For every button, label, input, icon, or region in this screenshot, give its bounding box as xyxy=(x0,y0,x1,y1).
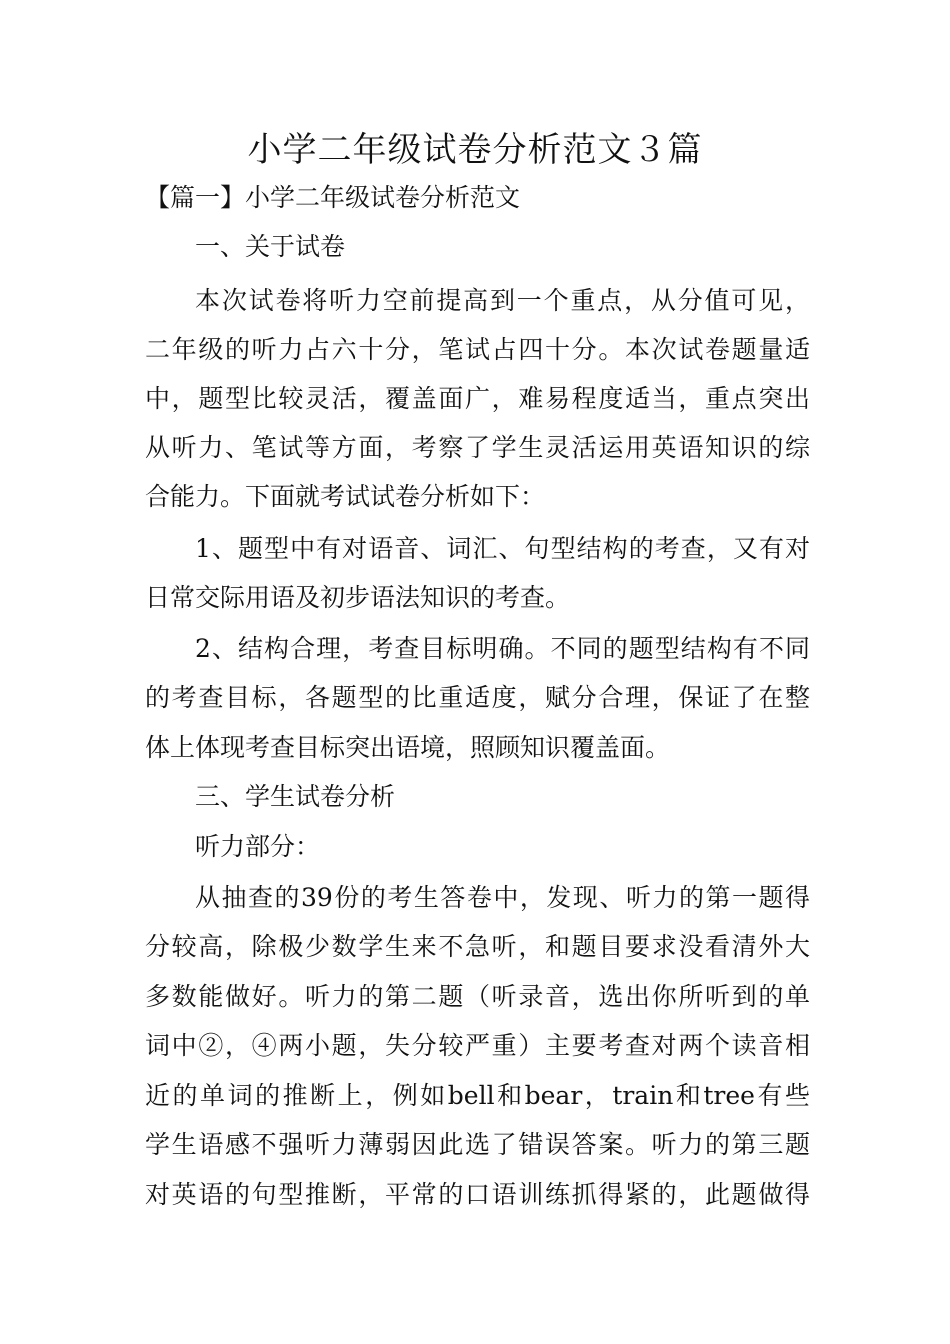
paragraph-line: 多数能做好。听力的第二题（听录音，选出你所听到的单 xyxy=(145,982,810,1011)
paragraph-line: 1、题型中有对语音、词汇、句型结构的考查，又有对 xyxy=(195,534,810,563)
paragraph-line: 对英语的句型推断，平常的口语训练抓得紧的，此题做得 xyxy=(145,1180,810,1209)
paragraph-line: 2、结构合理，考查目标明确。不同的题型结构有不同 xyxy=(195,634,810,663)
paragraph-line: 从抽查的39份的考生答卷中，发现、听力的第一题得 xyxy=(195,883,810,912)
paragraph-line: 本次试卷将听力空前提高到一个重点，从分值可见， xyxy=(195,286,810,315)
paragraph-line: 合能力。下面就考试试卷分析如下： xyxy=(145,482,546,511)
paragraph-line: 分较高，除极少数学生来不急听，和题目要求没看清外大 xyxy=(145,932,810,961)
subsection-heading: 三、学生试卷分析 xyxy=(195,782,396,811)
paragraph-line: 学生语感不强听力薄弱因此选了错误答案。听力的第三题 xyxy=(145,1130,810,1159)
subsection-heading: 听力部分： xyxy=(195,832,321,861)
paragraph-line: 的考查目标，各题型的比重适度，赋分合理，保证了在整 xyxy=(145,683,810,712)
section-heading: 【篇一】小学二年级试卷分析范文 xyxy=(145,183,521,212)
subsection-heading: 一、关于试卷 xyxy=(195,232,346,261)
paragraph-line: 词中②，④两小题，失分较严重）主要考查对两个读音相 xyxy=(145,1031,810,1060)
paragraph-line: 中，题型比较灵活，覆盖面广，难易程度适当，重点突出 xyxy=(145,384,810,413)
paragraph-line: 日常交际用语及初步语法知识的考查。 xyxy=(145,583,571,612)
paragraph-line: 近的单词的推断上，例如bell和bear，train和tree有些 xyxy=(145,1081,810,1110)
paragraph-line: 体上体现考查目标突出语境，照顾知识覆盖面。 xyxy=(145,733,671,762)
paragraph-line: 从听力、笔试等方面，考察了学生灵活运用英语知识的综 xyxy=(145,433,810,462)
document-title: 小学二年级试卷分析范文３篇 xyxy=(247,130,703,170)
paragraph-line: 二年级的听力占六十分，笔试占四十分。本次试卷题量适 xyxy=(145,335,810,364)
